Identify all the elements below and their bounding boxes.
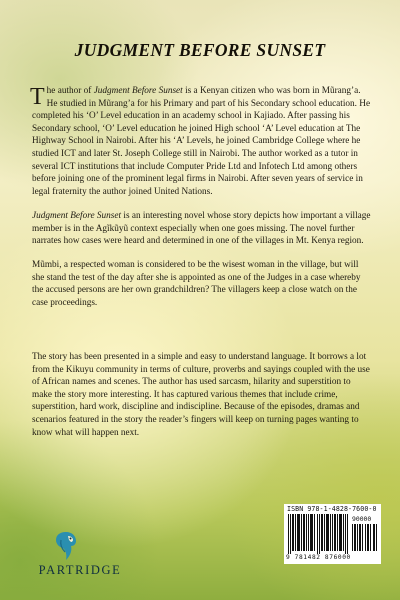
publisher-name: PARTRIDGE xyxy=(38,563,122,577)
price-code: 90000 xyxy=(352,515,372,523)
author-bio-paragraph xyxy=(32,85,372,198)
parrot-logo-icon xyxy=(52,530,78,562)
synopsis-text: is an interesting novel whose story depicts how important a village member is in the Agĩkũyũ context especially when one goes missing. The novel further narrates how cases were heard and determined in one of the villages in Mt. Kenya region. xyxy=(32,211,371,247)
synopsis-book-title: Judgment Before Sunset xyxy=(32,211,122,221)
bio-text-rest: is a Kenyan citizen who was born in Mũrang’a. He studied in Mũrang’a for his Primary and part of his Secondary school education. He completed his ‘O’ Level education in an academy school in Kajiado. After passing his Secondary school, ‘O’ Level education he joined High school ‘A’ Level education at The Highway School in Nairobi. After his ‘A’ Levels, he joined Cambridge College where he studied ICT and later St. Joseph College still in Nairobi. The author worked as a tutor in several ICT institutions that include Computer Pride Ltd and Infotech Ltd among others before joining one of the prominent legal firms in Nairobi. After seven years of service in legal fraternity the author joined United Nations. xyxy=(32,86,371,197)
barcode-number: 9 781482 876000 xyxy=(286,554,351,561)
price-barcode-bars xyxy=(352,524,378,551)
isbn-label: ISBN 978-1-4828-7600-0 xyxy=(287,505,377,513)
bio-book-title: Judgment Before Sunset xyxy=(93,86,183,96)
style-paragraph: The story has been presented in a simple and easy to understand language. It borrows a lot from the Kikuyu community in terms of culture, proverbs and sayings coupled with the use of African names and scenes. The author has used sarcasm, hilarity and superstition to make the story more interesting. It has captured various themes that include crime, superstition, hard work, discipline and indiscipline. Because of the episodes, dramas and scenarios featured in the story the reader’s fingers will keep on turning pages wanting to know what will happen next. xyxy=(32,352,370,438)
synopsis-paragraph xyxy=(32,210,372,248)
bio-text-start: he author of xyxy=(46,86,94,96)
isbn-barcode xyxy=(284,504,381,564)
barcode-bars xyxy=(288,514,350,554)
book-title: JUDGMENT BEFORE SUNSET xyxy=(74,40,326,60)
drop-cap: T xyxy=(30,84,45,110)
plot-paragraph: Mũmbi, a respected woman is considered to be the wisest woman in the village, but will she stand the test of the day after she is appointed as one of the Judges in a case whereby the accused persons are her own grandchildren? The villagers keep a close watch on the case proceedings. xyxy=(32,260,361,308)
